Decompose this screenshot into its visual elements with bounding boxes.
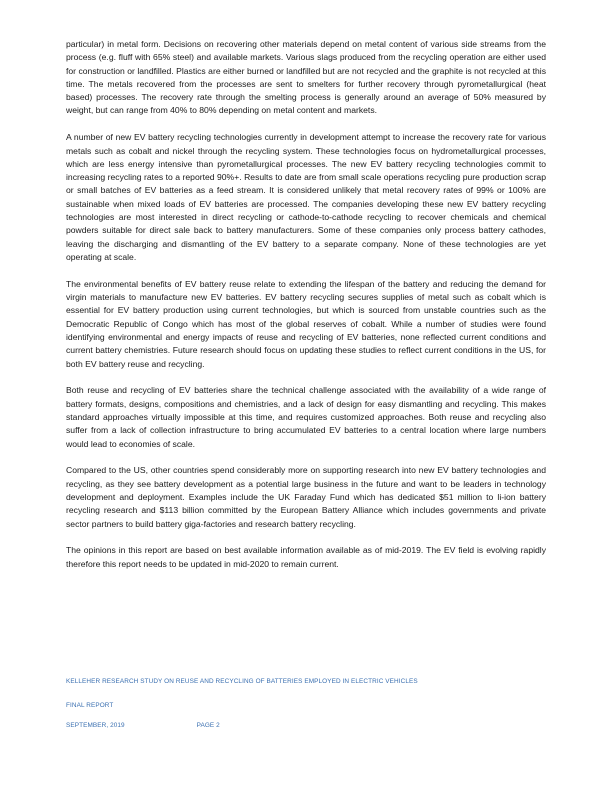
paragraph-new-technologies: A number of new EV battery recycling technologies currently in development attempt to increase the recovery rate for various metals such as cobalt and nickel through the recycling system. These technologies focus on hydrometallurgical processes, which are less energy intensive than pyrometallurgical processes. The new EV battery recycling technologies commit to increasing recycling rates to a reported 90%+. Results to date are from small scale operations recycling pure production scrap or small batches of EV batteries as a feed stream. It is considered unlikely that metal recovery rates of 99% or 100% are sustainable when mixed loads of EV batteries are processed. The companies developing these new EV battery recycling technologies are most interested in direct recycling or cathode-to-cathode recycling to recover chemicals and chemical powders suitable for direct sale back to battery manufacturers. Some of these companies only process battery cathodes, leaving the discharging and dismantling of the EV battery to a separate company. None of these technologies are yet operating at scale. [66,132,546,262]
report-body [66,38,546,584]
footer-date-page [66,722,546,729]
paragraph-technical-challenge: Both reuse and recycling of EV batteries share the technical challenge associated with the availability of a wide range of battery formats, designs, compositions and chemistries, and a lack of design for easy dismantling and recycling. This makes standard approaches virtually impossible at this time, and requires customized approaches. Both reuse and recycling also suffer from a lack of collection infrastructure to bring accumulated EV batteries to a central location where large numbers would lead to economies of scale. [66,385,546,449]
paragraph-report-currency: The opinions in this report are based on best available information available as of mid-2019. The EV field is evolving rapidly therefore this report needs to be updated in mid-2020 to remain current. [66,545,546,569]
paragraph-recovery-process: particular) in metal form. Decisions on recovering other materials depend on metal content of various side streams from the process (e.g. fluff with 65% steel) and available markets. Various slags produced from the recycling operation are either used for construction or landfilled. Plastics are either burned or landfilled but are not recycled and the graphite is not recycled at this time. The metals recovered from the processes are sent to smelters for further recovery through pyrometallurgical (heat based) processes. The recovery rate through the smelting process is generally around an average of 50% measured by weight, but can range from 40% to 80% depending on metal content and markets. [66,39,546,116]
page-number: PAGE 2 [196,722,220,729]
footer-report-type: FINAL REPORT [66,702,114,709]
footer-study-title: KELLEHER RESEARCH STUDY ON REUSE AND RECYCLING OF BATTERIES EMPLOYED IN ELECTRIC VEHICLES [66,678,418,685]
paragraph-international-comparison: Compared to the US, other countries spend considerably more on supporting research into new EV battery technologies and recycling, as they see battery development as a potential large business in the future and want to be leaders in technology development and deployment. Examples include the UK Faraday Fund which has dedicated $51 million to li-ion battery recycling research and $113 billion committed by the European Battery Alliance which includes governments and private sector partners to build battery giga-factories and research battery recycling. [66,465,546,529]
footer-date: SEPTEMBER, 2019 [66,722,125,729]
paragraph-environmental-benefits: The environmental benefits of EV battery reuse relate to extending the lifespan of the battery and reducing the demand for virgin materials to manufacture new EV batteries. EV battery recycling secures supplies of metal such as cobalt which is essential for EV battery production using current technologies, but which is sourced from unstable countries such as the Democratic Republic of Congo which has most of the global reserves of cobalt. While a number of studies were found identifying environmental and energy impacts of reuse and recycling of EV batteries, none reflected current conditions and current battery chemistries. Future research should focus on updating these studies to reflect current conditions in the US, for both EV battery reuse and recycling. [66,278,546,369]
